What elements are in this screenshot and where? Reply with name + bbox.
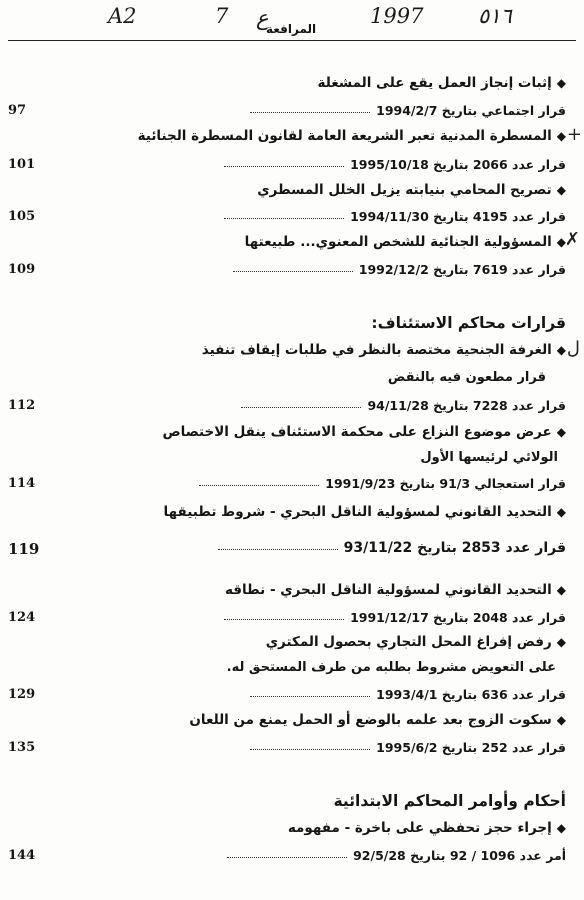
dotted-leader (218, 549, 338, 550)
dotted-leader (241, 407, 361, 408)
margin-hook-mark: ﻝ (566, 338, 580, 359)
diamond-bullet-icon: ◆ (556, 183, 566, 197)
appeal-title-3: ◆التحديد القانوني لمسؤولية الناقل البحري - شروط تطبيقها (163, 504, 566, 520)
dotted-leader (199, 485, 319, 486)
diamond-bullet-icon: ◆ (556, 505, 566, 519)
page-number: 101 (8, 157, 36, 172)
dotted-leader (227, 857, 347, 858)
page-number: 105 (8, 209, 36, 224)
page-number: 119 (8, 540, 40, 558)
margin-cross-mark: ✗ (564, 229, 580, 250)
margin-plus-mark: + (566, 124, 582, 145)
appeal-title-5: ◆رفض إفراغ المحل التجاري بحصول المكتري (265, 634, 566, 650)
dotted-leader (233, 271, 353, 272)
appeal-title-2: ◆عرض موضوع النزاع على محكمة الاستئناف ينقل الاختصاص (162, 424, 566, 440)
entry-ref-1: قرار اجتماعي بتاريخ 1994/2/7 97 (8, 103, 566, 118)
appeal-title-6: ◆سكوت الزوج بعد علمه بالوضع أو الحمل يمنع من اللعان (189, 712, 566, 728)
header-label: المرافعة (266, 22, 317, 36)
page-number: 124 (8, 610, 36, 625)
dotted-leader (224, 166, 344, 167)
entry-title-4: ◆المسؤولية الجنائية للشخص المعنوي... طبيعتها (244, 234, 566, 250)
page-number: 135 (8, 740, 36, 755)
diamond-bullet-icon: ◆ (556, 76, 566, 90)
diamond-bullet-icon: ◆ (556, 583, 566, 597)
appeal-extra-1: قرار مطعون فيه بالنقض (387, 370, 546, 385)
appeal-ref-6: قرار عدد 252 بتاريخ 1995/6/2 135 (8, 740, 566, 755)
entry-title-2: ◆المسطرة المدنية تعبر الشريعة العامة لقانون المسطرة الجنائية (137, 128, 566, 144)
handwritten-code-right: ٥١٦ (478, 4, 512, 28)
page-number: 114 (8, 476, 36, 491)
diamond-bullet-icon: ◆ (556, 425, 566, 439)
dotted-leader (250, 112, 370, 113)
section-heading-first-instance: أحكام وأوامر المحاكم الابتدائية (333, 792, 566, 810)
header-rule (8, 40, 576, 41)
appeal-title-1: ◆الغرفة الجنحية مختصة بالنظر في طلبات إيقاف تنفيذ (201, 342, 566, 358)
handwritten-year: 1997 (370, 4, 424, 28)
appeal-ref-2: قرار استعجالي 91/3 بتاريخ 1991/9/23 114 (8, 476, 566, 491)
handwritten-code-left: A2 (108, 4, 137, 28)
handwritten-letter: ع (256, 6, 269, 30)
diamond-bullet-icon: ◆ (556, 235, 566, 249)
dotted-leader (250, 749, 370, 750)
diamond-bullet-icon: ◆ (556, 635, 566, 649)
appeal-extra-5: على التعويض مشروط بطلبه من طرف المستحق له. (226, 660, 556, 675)
dotted-leader (250, 696, 370, 697)
page-number: 109 (8, 262, 36, 277)
appeal-ref-3: قرار عدد 2853 بتاريخ 93/11/22 119 (8, 540, 566, 558)
appeal-title-4: ◆التحديد القانوني لمسؤولية الناقل البحري - نطاقه (224, 582, 566, 598)
entry-ref-3: قرار عدد 4195 بتاريخ 1994/11/30 105 (8, 209, 566, 224)
page-number: 144 (8, 848, 36, 863)
appeal-ref-4: قرار عدد 2048 بتاريخ 1991/12/17 124 (8, 610, 566, 625)
entry-ref-4: قرار عدد 7619 بتاريخ 1992/12/2 109 (8, 262, 566, 277)
entry-title-3: ◆تصريح المحامي بنيابته يزيل الخلل المسطري (257, 182, 566, 198)
appeal-ref-1: قرار عدد 7228 بتاريخ 94/11/28 112 (8, 398, 566, 413)
section-heading-appeals: قرارات محاكم الاستئناف: (371, 314, 566, 332)
entry-ref-2: قرار عدد 2066 بتاريخ 1995/10/18 101 (8, 157, 566, 172)
diamond-bullet-icon: ◆ (556, 129, 566, 143)
page-number: 97 (8, 103, 27, 118)
page-number: 112 (8, 398, 36, 413)
diamond-bullet-icon: ◆ (556, 821, 566, 835)
diamond-bullet-icon: ◆ (556, 713, 566, 727)
appeal-ref-5: قرار عدد 636 بتاريخ 1993/4/1 129 (8, 687, 566, 702)
first-instance-title-1: ◆إجراء حجز تحفظي على باخرة - مفهومه (287, 820, 566, 836)
page-number: 129 (8, 687, 36, 702)
dotted-leader (224, 218, 344, 219)
dotted-leader (224, 619, 344, 620)
entry-title-1: ◆إثبات إنجاز العمل يقع على المشغلة (317, 75, 566, 91)
handwritten-number: 7 (215, 4, 229, 28)
diamond-bullet-icon: ◆ (556, 343, 566, 357)
appeal-extra-2: الولائي لرئيسها الأول (420, 450, 558, 465)
first-instance-ref-1: أمر عدد 1096 / 92 بتاريخ 92/5/28 144 (8, 848, 566, 863)
